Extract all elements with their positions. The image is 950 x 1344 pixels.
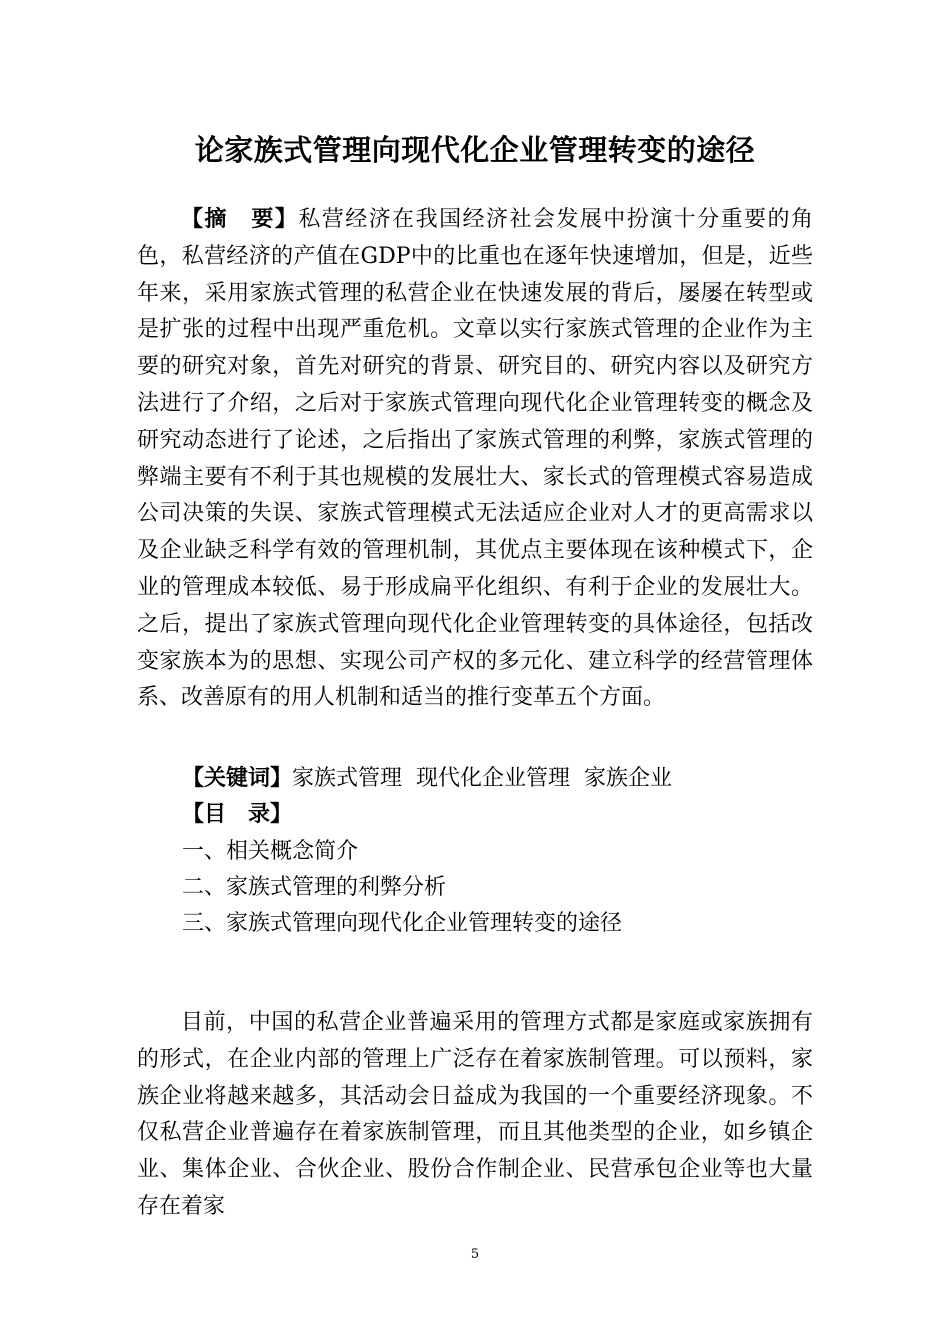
abstract-label: 【摘 要】 xyxy=(181,207,299,232)
intro-paragraph: 目前，中国的私营企业普遍采用的管理方式都是家庭或家族拥有的形式，在企业内部的管理上广泛存在着家族制管理。可以预料，家族企业将越来越多，其活动会日益成为我国的一个重要经济现象。不仅私营企业普遍存在着家族制管理，而且其他类型的企业，如乡镇企业、集体企业、合伙企业、股份合作制企业、民营承包企业等也大量存在着家 xyxy=(137,1010,813,1219)
document-title: 论家族式管理向现代化企业管理转变的途径 xyxy=(194,133,756,167)
keyword-item: 家族式管理 xyxy=(292,766,403,791)
toc-heading: 【目 录】 xyxy=(182,802,293,827)
page-number: 5 xyxy=(470,1247,480,1262)
toc-item: 二、家族式管理的利弊分析 xyxy=(182,875,447,900)
keywords-label: 【关键词】 xyxy=(182,766,293,791)
keyword-item: 家族企业 xyxy=(584,766,673,791)
toc-item: 三、家族式管理向现代化企业管理转变的途径 xyxy=(182,911,623,936)
keyword-item: 现代化企业管理 xyxy=(416,766,571,791)
abstract-text: 私营经济在我国经济社会发展中扮演十分重要的角色，私营经济的产值在GDP中的比重也在逐年快速增加，但是，近些年来，采用家族式管理的私营企业在快速发展的背后，屡屡在转型或是扩张的过程中出现严重危机。文章以实行家族式管理的企业作为主要的研究对象，首先对研究的背景、研究目的、研究内容以及研究方法进行了介绍，之后对于家族式管理向现代化企业管理转变的概念及研究动态进行了论述，之后指出了家族式管理的利弊，家族式管理的弊端主要有不利于其也规模的发展壮大、家长式的管理模式容易造成公司决策的失误、家族式管理模式无法适应企业对人才的更高需求以及企业缺乏科学有效的管理机制，其优点主要体现在该种模式下，企业的管理成本较低、易于形成扁平化组织、有利于企业的发展壮大。之后，提出了家族式管理向现代化企业管理转变的具体途径，包括改变家族本为的思想、实现公司产权的多元化、建立科学的经营管理体系、改善原有的用人机制和适当的推行变革五个方面。 xyxy=(137,207,813,711)
toc-item: 一、相关概念简介 xyxy=(182,839,359,864)
abstract-paragraph xyxy=(137,202,813,717)
keywords-line xyxy=(182,762,672,796)
